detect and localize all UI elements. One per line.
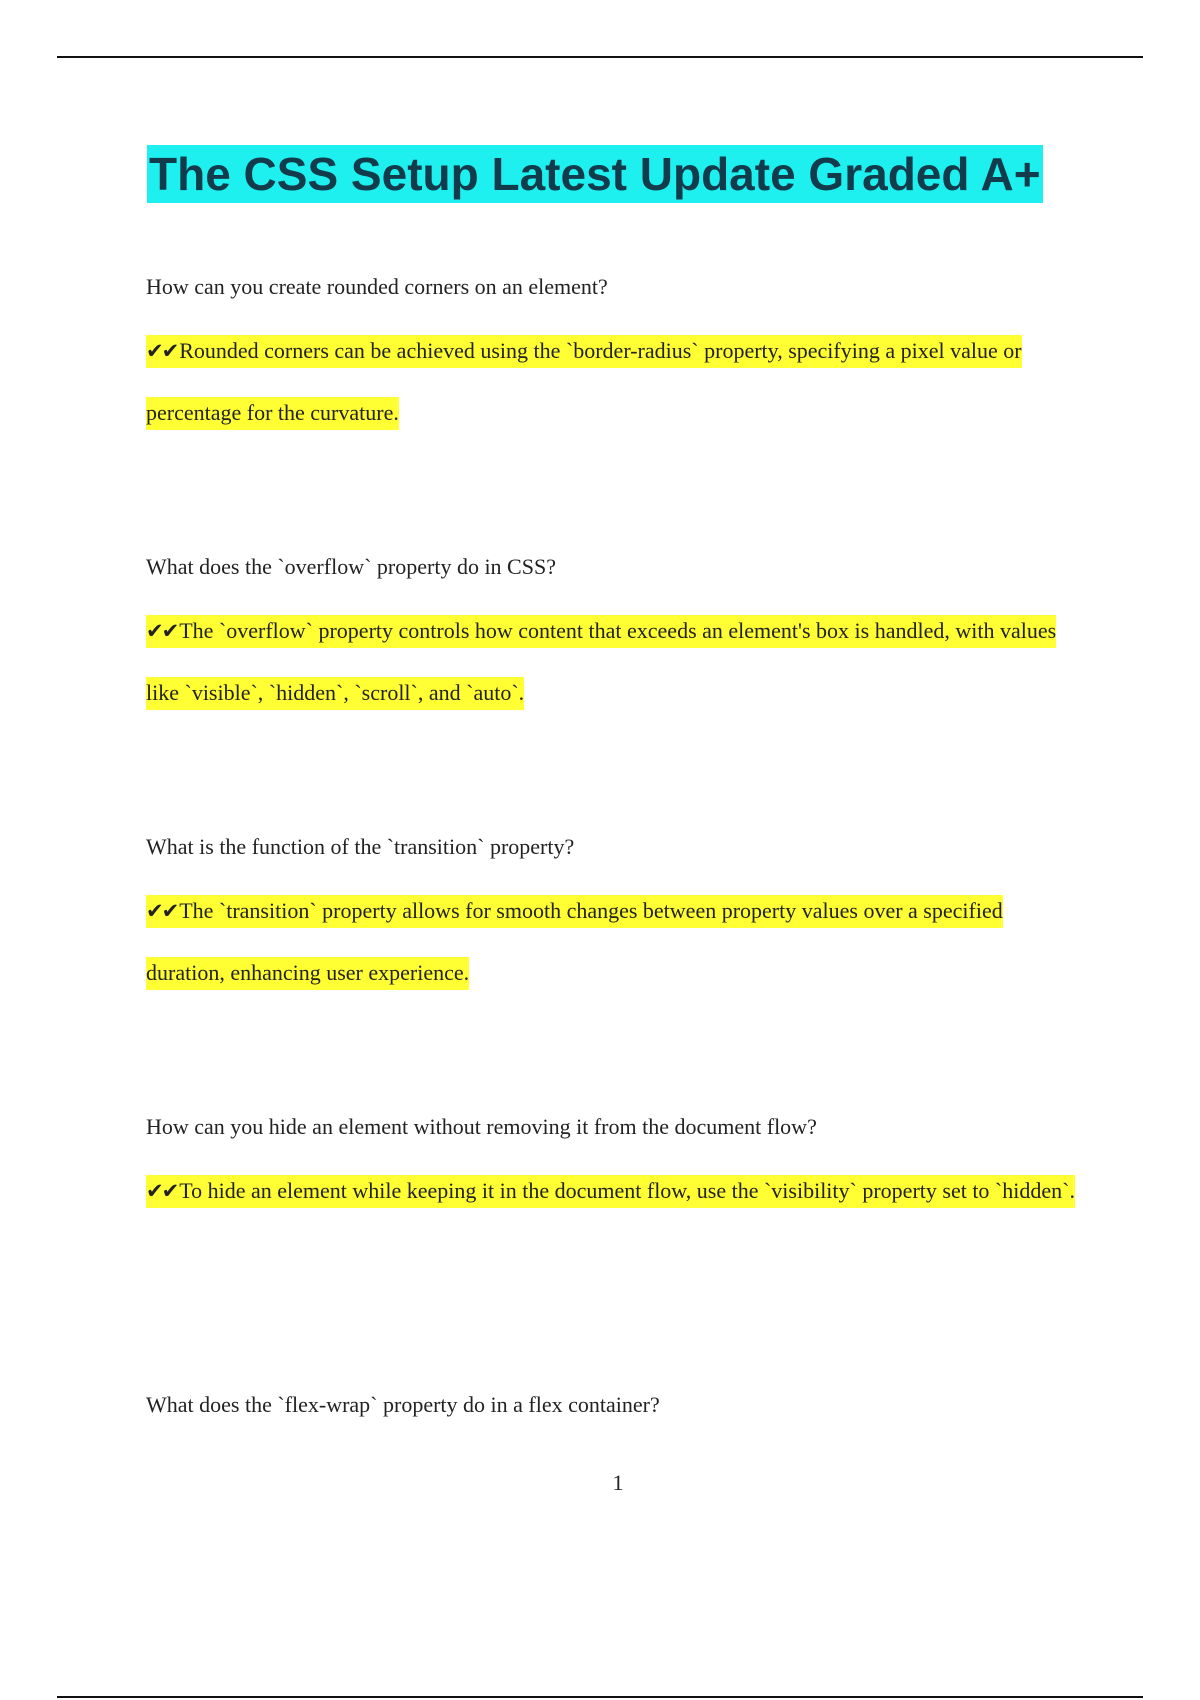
question-text: How can you create rounded corners on an element? xyxy=(146,274,608,299)
answer-text: Rounded corners can be achieved using the `border-radius` property, specifying a pixel value or percentage for the curvature. xyxy=(146,338,1022,425)
answer-text: The `transition` property allows for smooth changes between property values over a specified duration, enhancing user experience. xyxy=(146,898,1003,985)
double-check-icon: ✔✔ xyxy=(146,339,178,363)
qa-item xyxy=(146,1392,1086,1418)
bottom-rule xyxy=(57,1696,1143,1698)
answer-text: To hide an element while keeping it in the document flow, use the `visibility` property set to `hidden`. xyxy=(179,1178,1075,1203)
document-title: The CSS Setup Latest Update Graded A+ xyxy=(147,145,1043,203)
answer-text: The `overflow` property controls how content that exceeds an element's box is handled, with values like `visible`, `hidden`, `scroll`, and `auto`. xyxy=(146,618,1057,705)
question-text: What does the `flex-wrap` property do in a flex container? xyxy=(146,1392,660,1417)
qa-item xyxy=(146,274,1086,443)
double-check-icon: ✔✔ xyxy=(146,619,178,643)
question-text: How can you hide an element without removing it from the document flow? xyxy=(146,1114,817,1139)
answer-block xyxy=(146,320,1086,443)
qa-item xyxy=(146,1114,1086,1222)
qa-item xyxy=(146,554,1086,723)
answer-highlight xyxy=(146,335,1022,430)
answer-highlight xyxy=(146,615,1056,710)
answer-block xyxy=(146,880,1086,1003)
answer-highlight xyxy=(146,1175,1075,1208)
answer-highlight xyxy=(146,895,1003,990)
top-rule xyxy=(57,56,1143,58)
qa-item xyxy=(146,834,1086,1003)
double-check-icon: ✔✔ xyxy=(146,899,178,923)
page-number: 1 xyxy=(612,1470,624,1495)
question-text: What is the function of the `transition` property? xyxy=(146,834,575,859)
answer-block xyxy=(146,600,1086,723)
double-check-icon: ✔✔ xyxy=(146,1179,178,1203)
question-text: What does the `overflow` property do in CSS? xyxy=(146,554,556,579)
answer-block xyxy=(146,1160,1086,1222)
